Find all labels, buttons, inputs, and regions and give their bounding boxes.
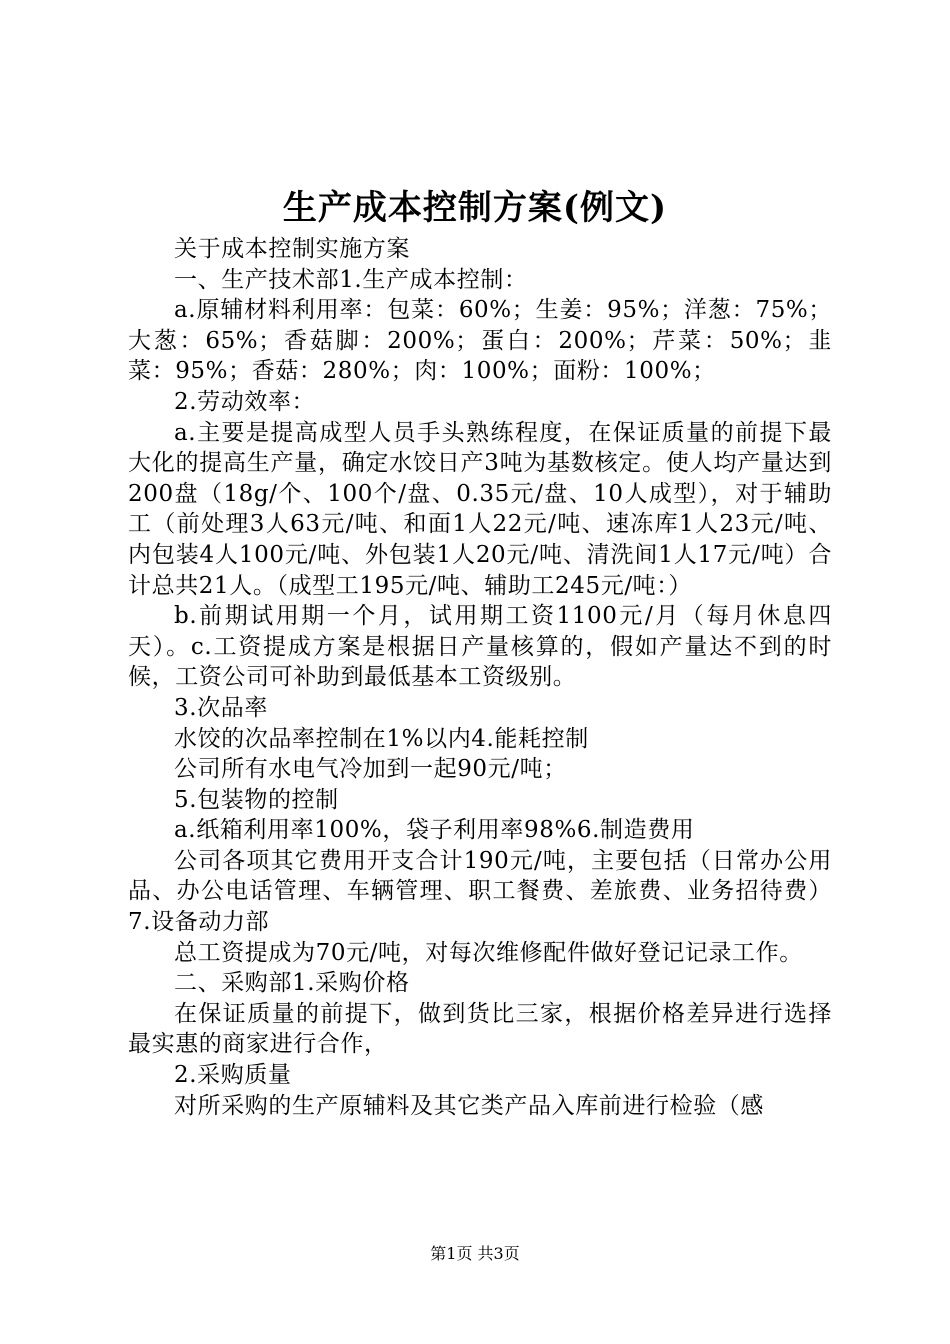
paragraph: 公司所有水电气冷加到一起90元/吨； [174,756,567,783]
paragraph: 公司各项其它费用开支合计190元/吨，主要包括（日常办公用品、办公电话管理、车辆管理、职工餐费、差旅费、业务招待费）7.设备动力部 [128,847,832,936]
paragraph: 水饺的次品率控制在1%以内4.能耗控制 [174,725,589,752]
paragraph: 5.包装物的控制 [174,786,339,813]
paragraph: 2.采购质量 [174,1062,292,1089]
document-title: 生产成本控制方案(例文) [282,188,668,228]
paragraph: b.前期试用期一个月，试用期工资1100元/月（每月休息四天）。c.工资提成方案是根据日产量核算的，假如产量达不到的时候，工资公司可补助到最低基本工资级别。 [128,603,832,691]
paragraph: 对所采购的生产原辅料及其它类产品入库前进行检验（感 [174,1092,764,1119]
document-body [128,234,832,1121]
paragraph: 在保证质量的前提下，做到货比三家，根据价格差异进行选择最实惠的商家进行合作， [128,1000,832,1058]
paragraph: 总工资提成为70元/吨，对每次维修配件做好登记记录工作。 [174,939,803,966]
paragraph: a.主要是提高成型人员手头熟练程度，在保证质量的前提下最大化的提高生产量，确定水饺日产3吨为基数核定。使人均产量达到200盘（18g/个、100个/盘、0.35元/盘、10人成型），对于辅助工（前处理3人63元/吨、和面1人22元/吨、速冻库1人23元/吨、内包装4人100元/吨、外包装1人20元/吨、清洗间1人17元/吨）合计总共21人。（成型工195元/吨、辅助工245元/吨：） [128,419,832,599]
page-number-footer: 第1页 共3页 [430,1244,520,1263]
paragraph: 二、采购部1.采购价格 [174,970,410,997]
paragraph: 一、生产技术部1.生产成本控制： [174,266,528,293]
paragraph: a.纸箱利用率100%，袋子利用率98%6.制造费用 [174,817,695,844]
paragraph: 2.劳动效率： [174,388,316,415]
paragraph: 关于成本控制实施方案 [174,236,410,262]
paragraph: 3.次品率 [174,694,268,721]
paragraph: a.原辅材料利用率：包菜：60%；生姜：95%；洋葱：75%；大葱：65%；香菇脚：200%；蛋白：200%；芹菜：50%；韭菜：95%；香菇：280%；肉：100%；面粉：100%； [128,297,832,385]
